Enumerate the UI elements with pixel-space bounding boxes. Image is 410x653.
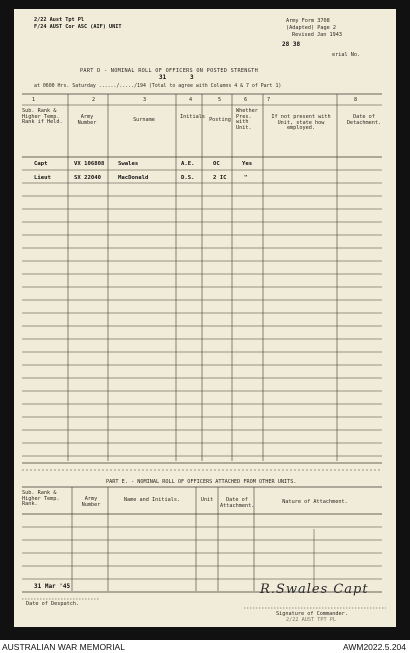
part-e-header-date: Date of Attachment. (220, 497, 255, 509)
caption-source: AUSTRALIAN WAR MEMORIAL (2, 642, 125, 652)
part-d-title: PART D - NOMINAL ROLL OF OFFICERS ON POSTED STRENGTH (80, 68, 259, 74)
col-header-present: Whether Pres. with Unit. (236, 108, 258, 131)
unit-line-2: F/24 AUST Cor ASC (AIF) UNIT (34, 24, 122, 30)
part-e-header-rank: Sub. Rank & Higher Temp. Rank. (22, 490, 60, 508)
form-title: Army Form 3708 (286, 18, 330, 24)
col-number-8: 8 (354, 97, 358, 103)
signature-unit-stamp: 2/22 AUST TPT PL (286, 617, 336, 623)
col-header-detachment: Date of Detachment. (346, 114, 382, 126)
part-e-header-unit: Unit (200, 497, 214, 503)
caption-bar (0, 640, 410, 653)
row1-posting: OC (213, 161, 220, 167)
col-header-posting: Posting (209, 117, 231, 123)
despatch-date: 31 Mar '45 (34, 583, 71, 590)
row2-surname: MacDonald (118, 175, 149, 181)
part-e-title: PART E. - NOMINAL ROLL OF OFFICERS ATTACHED FROM OTHER UNITS. (106, 479, 297, 485)
caption-accession-id: AWM2022.5.204 (343, 642, 406, 652)
col-number-6: 6 (244, 97, 248, 103)
unit-line-1: 2/22 Aust Tpt Pl (34, 17, 84, 23)
serial-label: erial No. (332, 52, 361, 58)
commander-signature: R.Swales Capt (260, 582, 369, 597)
part-e-header-nature: Nature of Attachment. (282, 499, 348, 505)
col-header-surname: Surname (133, 117, 155, 123)
col-number-4: 4 (189, 97, 193, 103)
form-revised: Revised Jan 1943 (292, 32, 342, 38)
col-number-2: 2 (92, 97, 96, 103)
col-number-7: 7 (267, 97, 271, 103)
row2-initials: D.S. (181, 175, 195, 181)
form-adapted: (Adapted) Page 2 (286, 25, 336, 31)
col-header-initials: Initials (180, 114, 205, 120)
col-header-rank: Sub. Rank & Higher Temp. Rank if Held. (22, 108, 63, 126)
col-header-employed: If not present with Unit, state how employed. (271, 114, 331, 132)
despatch-date-label: Date of Despatch. (26, 601, 80, 607)
col-header-army-number: Army Number (77, 114, 97, 126)
row1-present: Yes (242, 161, 253, 167)
number-stamp: 28 38 (282, 41, 301, 48)
row1-initials: A.E. (181, 161, 195, 167)
row2-rank: Lieut (34, 175, 51, 181)
col-number-3: 3 (143, 97, 147, 103)
row1-rank: Capt (34, 161, 48, 167)
row2-number: SX 22040 (74, 175, 101, 181)
row1-number: VX 106808 (74, 161, 105, 167)
col-number-5: 5 (218, 97, 222, 103)
date-day: 31 (159, 74, 167, 81)
part-e-header-name: Name and Initials. (123, 497, 181, 503)
signature-label: Signature of Commander. (276, 611, 348, 617)
part-d-subtitle: at 0600 Hrs. Saturday ....../...../194 (Total to agree with Columns 4 & 7 of Part 1) (34, 83, 282, 89)
row2-present: " (244, 175, 248, 181)
date-month: 3 (190, 74, 194, 81)
row1-surname: Swales (118, 161, 139, 167)
col-number-1: 1 (32, 97, 36, 103)
table-grid (14, 9, 396, 627)
document-page (14, 9, 396, 627)
row2-posting: 2 IC (213, 175, 227, 181)
part-e-header-number: Army Number (81, 496, 101, 508)
